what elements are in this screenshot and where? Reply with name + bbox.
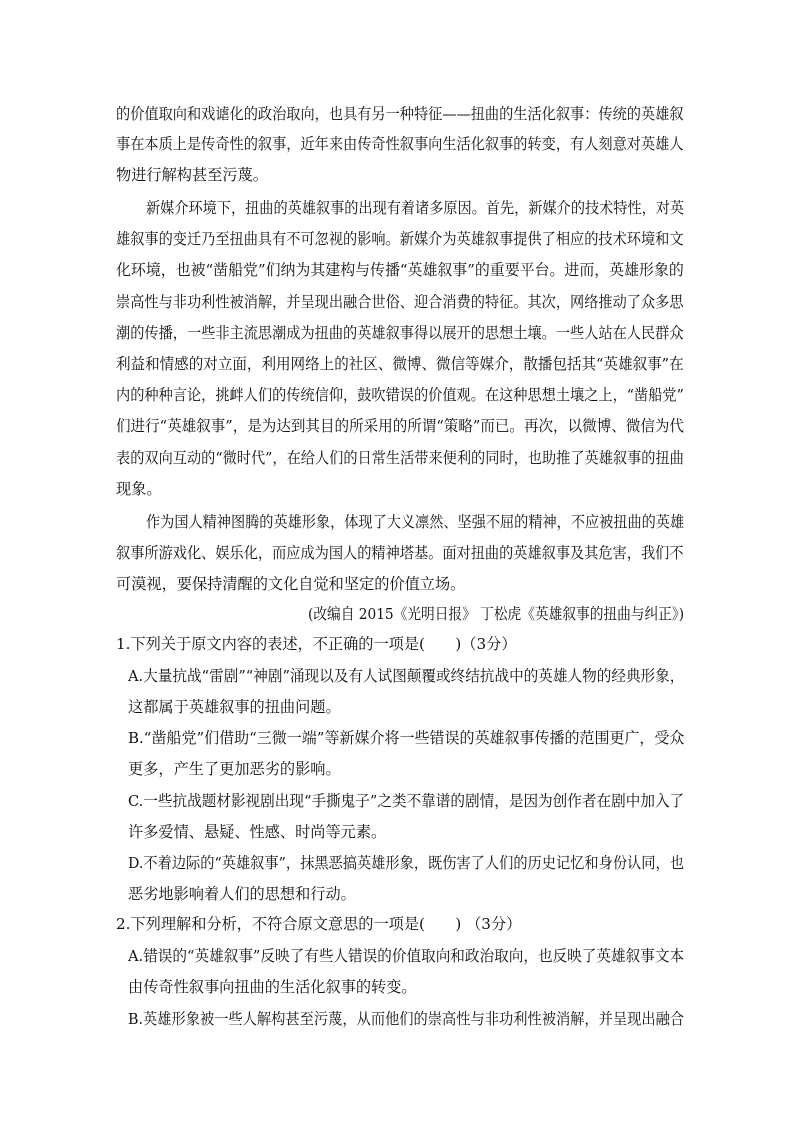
paragraph-1-line-1: 的价值取向和戏谑化的政治取向，也具有另一种特征——扭曲的生活化叙事：传统的英雄叙 (116, 105, 684, 123)
paragraph-3-line-2: 叙事所游戏化、娱乐化，而应成为国人的精神塔基。面对扭曲的英雄叙事及其危害，我们不 (116, 544, 684, 562)
question-2-option-b-line-1: B.英雄形象被一些人解构甚至污蔑，从而他们的崇高性与非功利性被消解，并呈现出融合 (128, 1010, 685, 1028)
paragraph-2-line-1: 新媒介环境下，扭曲的英雄叙事的出现有着诸多原因。首先，新媒介的技术特性，对英 (146, 199, 685, 217)
question-1-option-d-line-2: 恶劣地影响着人们的思想和行动。 (128, 885, 356, 903)
question-2-stem: 2.下列理解和分析，不符合原文意思的一项是( ) （3分） (116, 915, 522, 933)
paragraph-2-line-9: 表的双向互动的“微时代”，在给人们的日常生活带来便利的同时，也助推了英雄叙事的扭曲 (116, 449, 684, 467)
paragraph-2-line-4: 崇高性与非功利性被消解，并呈现出融合世俗、迎合消费的特征。其次，网络推动了众多思 (116, 293, 684, 311)
question-1-option-a-line-1: A.大量抗战“雷剧”“神剧”涌现以及有人试图颠覆或终结抗战中的英雄人物的经典形象， (128, 667, 685, 685)
paragraph-2-line-8: 们进行“英雄叙事”，是为达到其目的所采用的所谓“策略”而已。再次，以微博、微信为代 (116, 417, 684, 435)
question-1-option-a-line-2: 这都属于英雄叙事的扭曲问题。 (128, 698, 341, 716)
paragraph-3-line-1: 作为国人精神图腾的英雄形象，体现了大义凛然、坚强不屈的精神，不应被扭曲的英雄 (146, 513, 685, 531)
paragraph-2-line-6: 利益和情感的对立面，利用网络上的社区、微博、微信等媒介，散播包括其“英雄叙事”在 (116, 355, 684, 373)
question-1-option-d-line-1: D.不着边际的“英雄叙事”，抹黑恶搞英雄形象，既伤害了人们的历史记忆和身份认同，也 (128, 854, 684, 872)
question-2-option-a-line-1: A.错误的“英雄叙事”反映了有些人错误的价值取向和政治取向，也反映了英雄叙事文本 (128, 947, 685, 965)
paragraph-2-line-10: 现象。 (116, 480, 162, 498)
paragraph-3-line-3: 可漠视，要保持清醒的文化自觉和坚定的价值立场。 (116, 575, 466, 593)
paragraph-2-line-5: 潮的传播，一些非主流思潮成为扭曲的英雄叙事得以展开的思想土壤。一些人站在人民群众 (116, 324, 684, 342)
question-2-option-a-line-2: 由传奇性叙事向扭曲的生活化叙事的转变。 (128, 978, 417, 996)
question-1-option-b-line-2: 更多，产生了更加恶劣的影响。 (128, 760, 341, 778)
paragraph-2-line-3: 化环境，也被“凿船党”们纳为其建构与传播“英雄叙事”的重要平台。进而，英雄形象的 (116, 261, 684, 279)
source-citation: (改编自 2015《光明日报》 丁松虎《英雄叙事的扭曲与纠正》) (308, 605, 685, 623)
question-1-option-b-line-1: B.“凿船党”们借助“三微一端”等新媒介将一些错误的英雄叙事传播的范围更广，受众 (128, 729, 685, 747)
paragraph-2-line-2: 雄叙事的变迁乃至扭曲具有不可忽视的影响。新媒介为英雄叙事提供了相应的技术环境和文 (116, 230, 684, 248)
question-1-stem: 1.下列关于原文内容的表述，不正确的一项是( )（3分） (116, 635, 517, 653)
paragraph-1-line-2: 事在本质上是传奇性的叙事，近年来由传奇性叙事向生活化叙事的转变，有人刻意对英雄人 (116, 135, 684, 153)
question-1-option-c-line-1: C.一些抗战题材影视剧出现“手撕鬼子”之类不靠谱的剧情，是因为创作者在剧中加入了 (128, 792, 685, 810)
paragraph-2-line-7: 内的种种言论，挑衅人们的传统信仰，鼓吹错误的价值观。在这种思想土壤之上，“凿船党” (116, 386, 684, 404)
question-1-option-c-line-2: 许多爱情、悬疑、性感、时尚等元素。 (128, 823, 387, 841)
paragraph-1-line-3: 物进行解构甚至污蔑。 (116, 166, 268, 184)
